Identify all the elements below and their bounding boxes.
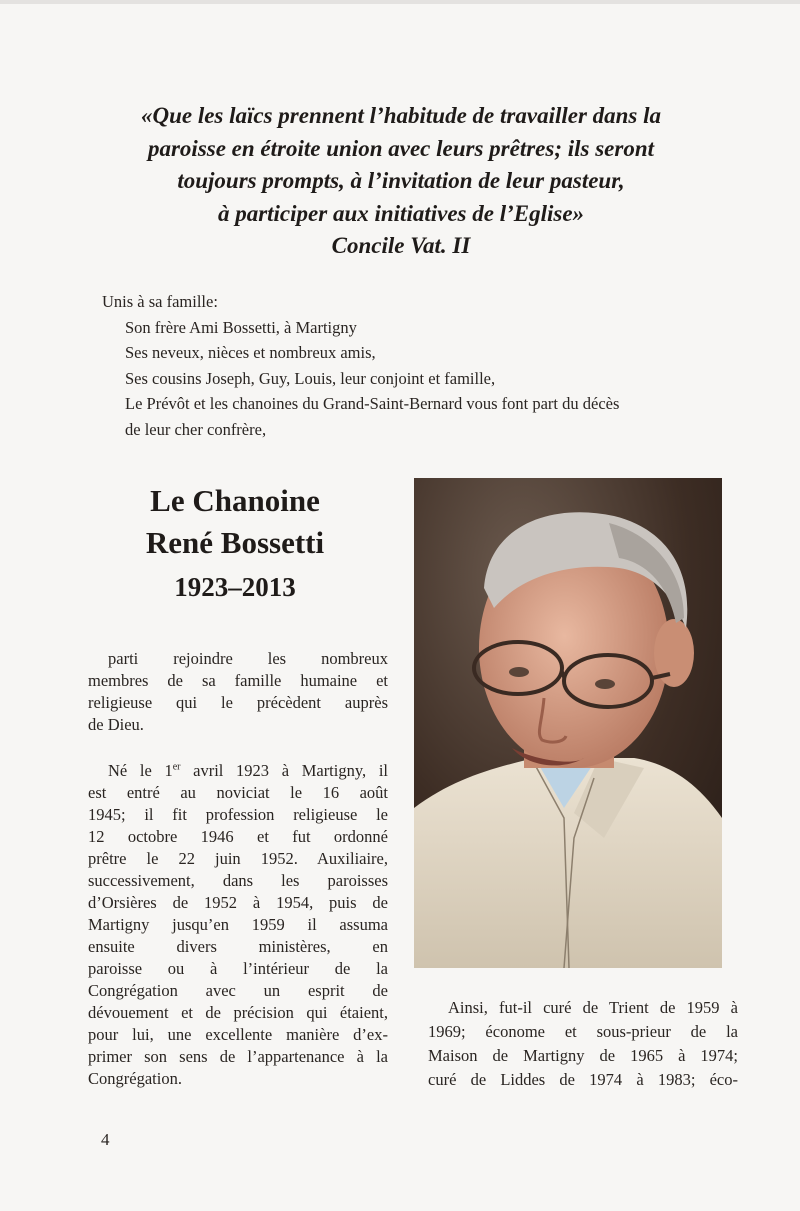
heading-title: Le Chanoine [150,483,320,518]
quote-line: «Que les laïcs prennent l’habitude de travailler dans la [140,103,662,128]
text-line: d’Orsières de 1952 à 1954, puis de [88,893,388,912]
family-line: Ses cousins Joseph, Guy, Louis, leur conjoint et famille, [125,368,496,388]
text-line: curé de Liddes de 1974 à 1983; éco- [428,1070,738,1089]
text-line: Ainsi, fut-il curé de Trient de 1959 à [448,998,738,1017]
paragraph-biography [88,760,388,1090]
paragraph-ministry [428,996,738,1092]
birth-prefix: Né le 1 [108,761,173,780]
family-line: Son frère Ami Bossetti, à Martigny [125,317,357,337]
quote-line: toujours prompts, à l’invitation de leur pasteur, [177,168,625,193]
obituary-heading [80,480,390,608]
ordinal-superscript: er [172,761,181,773]
portrait-illustration [414,478,722,968]
family-intro: Unis à sa famille: [102,292,218,311]
text-line: primer son sens de l’appartenance à la [88,1047,388,1066]
text-line: successivement, dans les paroisses [88,871,388,890]
family-line: Ses neveux, nièces et nombreux amis, [125,343,376,362]
text-line: de Dieu. [88,715,144,734]
paragraph-departure [88,648,388,736]
text-line: 12 octobre 1946 et fut ordonné [88,827,388,846]
quote-source: Concile Vat. II [331,233,471,258]
page-number: 4 [101,1130,110,1149]
text-line: Congrégation avec un esprit de [88,981,388,1000]
portrait-photo [414,478,722,968]
heading-dates: 1923–2013 [174,572,296,602]
text-line: Congrégation. [88,1069,182,1088]
text-line [88,760,388,782]
text-line: prêtre le 22 juin 1952. Auxiliaire, [88,849,388,868]
page-top-edge [0,0,800,4]
family-line: de leur cher confrère, [125,419,267,439]
text-line: religieuse qui le précèdent auprès [88,693,388,712]
text-line: ensuite divers ministères, en [88,937,388,956]
quote-line: à participer aux initiatives de l’Eglise» [217,200,585,226]
text-line: Martigny jusqu’en 1959 il assuma [88,915,388,934]
family-announcement [102,289,742,442]
text-line: dévouement et de précision qui étaient, [88,1003,388,1022]
text-line: pour lui, une excellente manière d’ex- [88,1025,388,1044]
council-quote [96,100,706,263]
text-line: paroisse ou à l’intérieur de la [88,959,388,978]
family-line: Le Prévôt et les chanoines du Grand-Saint-Bernard vous font part du décès [125,394,620,413]
text-line: Maison de Martigny de 1965 à 1974; [428,1046,738,1065]
text-line: 1969; économe et sous-prieur de la [428,1022,738,1041]
text-line: parti rejoindre les nombreux [108,649,388,668]
text-line: 1945; il fit profession religieuse le [88,805,388,824]
text-line: est entré au noviciat le 16 août [88,783,388,802]
heading-name: René Bossetti [145,525,325,560]
birth-suffix: avril 1923 à Martigny, il [180,761,388,780]
text-line: membres de sa famille humaine et [88,671,388,690]
quote-line: paroisse en étroite union avec leurs prêtres; ils seront [147,135,654,161]
